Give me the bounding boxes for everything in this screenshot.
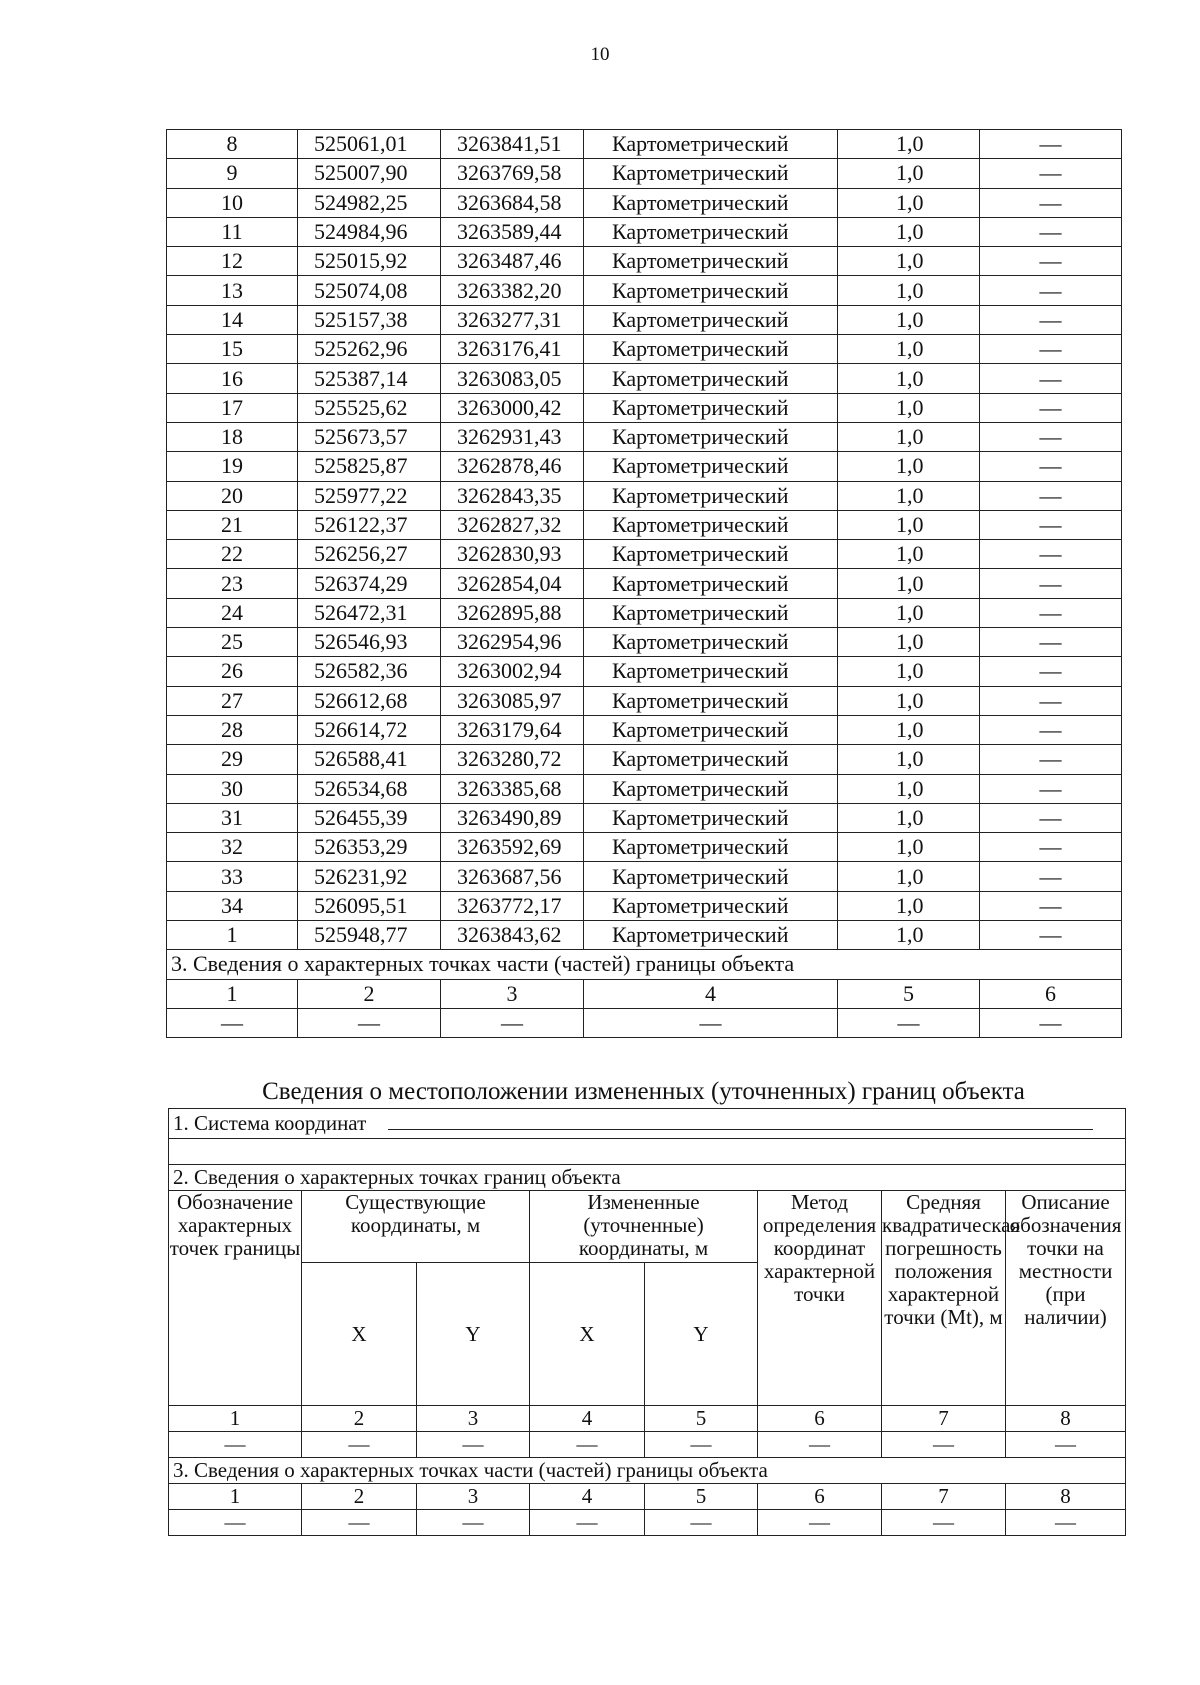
method-cell: Картометрический: [584, 686, 838, 715]
table-row: [167, 540, 1122, 569]
part-section-title: 3. Сведения о характерных точках части (частей) границы объекта: [169, 1458, 1126, 1484]
point-number-cell: 8: [167, 130, 298, 159]
description-cell: —: [980, 510, 1122, 539]
coord-y-cell: 3263083,05: [441, 364, 584, 393]
point-number-cell: 13: [167, 276, 298, 305]
column-number-cell: 1: [167, 979, 298, 1008]
dash-cell: —: [417, 1432, 530, 1458]
error-cell: 1,0: [838, 540, 980, 569]
header-designation: Обозначение характерных точек границы: [169, 1191, 302, 1406]
coord-y-cell: 3263841,51: [441, 130, 584, 159]
point-number-cell: 28: [167, 715, 298, 744]
error-cell: 1,0: [838, 891, 980, 920]
table-row: [167, 628, 1122, 657]
section3-title: 3. Сведения о характерных точках части (частей) границы объекта: [167, 950, 1122, 979]
description-cell: —: [980, 305, 1122, 334]
coord-system-label: 1. Система координат: [173, 1111, 367, 1135]
table-row: [167, 833, 1122, 862]
description-cell: —: [980, 130, 1122, 159]
point-number-cell: 32: [167, 833, 298, 862]
method-cell: Картометрический: [584, 247, 838, 276]
coord-y-cell: 3262878,46: [441, 452, 584, 481]
coord-x-cell: 525015,92: [298, 247, 441, 276]
description-cell: —: [980, 745, 1122, 774]
coord-y-cell: 3263487,46: [441, 247, 584, 276]
dash-cell: —: [169, 1432, 302, 1458]
point-number-cell: 27: [167, 686, 298, 715]
dash-cell: —: [167, 1008, 298, 1037]
dash-cell: —: [645, 1432, 758, 1458]
table-row: [167, 921, 1122, 950]
coord-x-cell: 525977,22: [298, 481, 441, 510]
table-row: [167, 393, 1122, 422]
description-cell: —: [980, 540, 1122, 569]
coord-y-cell: 3263772,17: [441, 891, 584, 920]
coord-y-cell: 3262843,35: [441, 481, 584, 510]
column-number-cell: 4: [530, 1406, 645, 1432]
coord-y-cell: 3263277,31: [441, 305, 584, 334]
coord-x-cell: 526534,68: [298, 774, 441, 803]
table-row: [167, 745, 1122, 774]
header-changed-y: Y: [645, 1263, 758, 1406]
point-number-cell: 26: [167, 657, 298, 686]
description-cell: —: [980, 335, 1122, 364]
part-dash-row: [169, 1510, 1126, 1536]
dash-cell: —: [882, 1432, 1006, 1458]
point-number-cell: 12: [167, 247, 298, 276]
point-number-cell: 34: [167, 891, 298, 920]
column-number-cell: 5: [838, 979, 980, 1008]
coord-y-cell: 3263684,58: [441, 188, 584, 217]
error-cell: 1,0: [838, 862, 980, 891]
column-number-cell: 6: [980, 979, 1122, 1008]
coord-x-cell: 525673,57: [298, 422, 441, 451]
point-number-cell: 1: [167, 921, 298, 950]
description-cell: —: [980, 921, 1122, 950]
error-cell: 1,0: [838, 305, 980, 334]
coord-x-cell: 525387,14: [298, 364, 441, 393]
method-cell: Картометрический: [584, 862, 838, 891]
method-cell: Картометрический: [584, 803, 838, 832]
error-cell: 1,0: [838, 686, 980, 715]
table-row: [167, 774, 1122, 803]
part-numbers-row: [169, 1484, 1126, 1510]
column-number-cell: 6: [758, 1406, 882, 1432]
point-number-cell: 19: [167, 452, 298, 481]
page-number: 10: [590, 44, 610, 65]
point-number-cell: 15: [167, 335, 298, 364]
coord-x-cell: 526256,27: [298, 540, 441, 569]
column-number-cell: 8: [1006, 1484, 1126, 1510]
column-number-cell: 8: [1006, 1406, 1126, 1432]
method-cell: Картометрический: [584, 276, 838, 305]
method-cell: Картометрический: [584, 628, 838, 657]
dash-cell: —: [169, 1510, 302, 1536]
column-number-cell: 5: [645, 1484, 758, 1510]
error-cell: 1,0: [838, 481, 980, 510]
method-cell: Картометрический: [584, 833, 838, 862]
coord-x-cell: 526455,39: [298, 803, 441, 832]
column-number-cell: 1: [169, 1406, 302, 1432]
description-cell: —: [980, 715, 1122, 744]
method-cell: Картометрический: [584, 598, 838, 627]
boundary-points-table: [166, 129, 1122, 1038]
description-cell: —: [980, 247, 1122, 276]
coord-y-cell: 3263687,56: [441, 862, 584, 891]
description-cell: —: [980, 452, 1122, 481]
header-changed-x: X: [530, 1263, 645, 1406]
error-cell: 1,0: [838, 628, 980, 657]
coord-x-cell: 524982,25: [298, 188, 441, 217]
dash-cell: —: [1006, 1432, 1126, 1458]
point-number-cell: 30: [167, 774, 298, 803]
error-cell: 1,0: [838, 569, 980, 598]
coord-x-cell: 525061,01: [298, 130, 441, 159]
description-cell: —: [980, 217, 1122, 246]
coord-y-cell: 3262830,93: [441, 540, 584, 569]
point-number-cell: 18: [167, 422, 298, 451]
error-cell: 1,0: [838, 452, 980, 481]
error-cell: 1,0: [838, 598, 980, 627]
error-cell: 1,0: [838, 921, 980, 950]
method-cell: Картометрический: [584, 715, 838, 744]
coord-y-cell: 3263085,97: [441, 686, 584, 715]
description-cell: —: [980, 393, 1122, 422]
column-number-cell: 7: [882, 1406, 1006, 1432]
point-number-cell: 33: [167, 862, 298, 891]
table-row: [167, 452, 1122, 481]
points-section-title: 2. Сведения о характерных точках границ объекта: [169, 1165, 1126, 1191]
method-cell: Картометрический: [584, 481, 838, 510]
coord-x-cell: 526231,92: [298, 862, 441, 891]
coord-x-cell: 526588,41: [298, 745, 441, 774]
column-number-cell: 2: [298, 979, 441, 1008]
boundary-points-body: [167, 130, 1122, 1038]
coord-y-cell: 3262895,88: [441, 598, 584, 627]
error-cell: 1,0: [838, 364, 980, 393]
coord-system-blank-row: [169, 1139, 1126, 1165]
dash-cell: —: [758, 1510, 882, 1536]
coord-y-cell: 3263002,94: [441, 657, 584, 686]
description-cell: —: [980, 833, 1122, 862]
error-cell: 1,0: [838, 130, 980, 159]
column-number-cell: 4: [530, 1484, 645, 1510]
point-number-cell: 17: [167, 393, 298, 422]
description-cell: —: [980, 686, 1122, 715]
coord-x-cell: 525157,38: [298, 305, 441, 334]
error-cell: 1,0: [838, 833, 980, 862]
table-row: [167, 217, 1122, 246]
point-number-cell: 24: [167, 598, 298, 627]
error-cell: 1,0: [838, 335, 980, 364]
error-cell: 1,0: [838, 422, 980, 451]
coord-y-cell: 3263385,68: [441, 774, 584, 803]
description-cell: —: [980, 628, 1122, 657]
coord-x-cell: 525825,87: [298, 452, 441, 481]
table-row: [167, 891, 1122, 920]
dash-cell: —: [530, 1510, 645, 1536]
description-cell: —: [980, 657, 1122, 686]
method-cell: Картометрический: [584, 540, 838, 569]
point-number-cell: 23: [167, 569, 298, 598]
error-cell: 1,0: [838, 217, 980, 246]
table-row: [167, 276, 1122, 305]
column-number-cell: 7: [882, 1484, 1006, 1510]
description-cell: —: [980, 891, 1122, 920]
coord-y-cell: 3263843,62: [441, 921, 584, 950]
dash-cell: —: [838, 1008, 980, 1037]
section3-title-row: [167, 950, 1122, 979]
table-row: [167, 569, 1122, 598]
dash-cell: —: [1006, 1510, 1126, 1536]
method-cell: Картометрический: [584, 188, 838, 217]
error-cell: 1,0: [838, 803, 980, 832]
coord-x-cell: 525007,90: [298, 159, 441, 188]
column-number-cell: 1: [169, 1484, 302, 1510]
coord-y-cell: 3262827,32: [441, 510, 584, 539]
method-cell: Картометрический: [584, 217, 838, 246]
point-number-cell: 31: [167, 803, 298, 832]
coord-x-cell: 525074,08: [298, 276, 441, 305]
coord-system-row: [169, 1109, 1126, 1139]
table-row: [167, 686, 1122, 715]
header-existing: Существующие координаты, м: [302, 1191, 530, 1263]
coord-x-cell: 526614,72: [298, 715, 441, 744]
point-number-cell: 10: [167, 188, 298, 217]
error-cell: 1,0: [838, 510, 980, 539]
header-error: Средняя квадратическая погрешность положения характерной точки (Mt), м: [882, 1191, 1006, 1406]
point-number-cell: 25: [167, 628, 298, 657]
point-number-cell: 11: [167, 217, 298, 246]
coord-y-cell: 3262954,96: [441, 628, 584, 657]
error-cell: 1,0: [838, 715, 980, 744]
table-row: [167, 130, 1122, 159]
dash-cell: —: [980, 1008, 1122, 1037]
description-cell: —: [980, 276, 1122, 305]
description-cell: —: [980, 862, 1122, 891]
dash-cell: —: [645, 1510, 758, 1536]
dash-cell: —: [298, 1008, 441, 1037]
table-row: [167, 247, 1122, 276]
header-existing-y: Y: [417, 1263, 530, 1406]
table-row: [167, 159, 1122, 188]
coord-x-cell: 524984,96: [298, 217, 441, 246]
coord-y-cell: 3263592,69: [441, 833, 584, 862]
section3-dash-row: [167, 1008, 1122, 1037]
method-cell: Картометрический: [584, 774, 838, 803]
section3-header-row: [167, 979, 1122, 1008]
column-number-cell: 3: [417, 1406, 530, 1432]
method-cell: Картометрический: [584, 130, 838, 159]
method-cell: Картометрический: [584, 305, 838, 334]
coord-x-cell: 526353,29: [298, 833, 441, 862]
coord-x-cell: 525948,77: [298, 921, 441, 950]
method-cell: Картометрический: [584, 335, 838, 364]
error-cell: 1,0: [838, 657, 980, 686]
method-cell: Картометрический: [584, 657, 838, 686]
error-cell: 1,0: [838, 393, 980, 422]
coord-y-cell: 3263769,58: [441, 159, 584, 188]
coord-y-cell: 3263179,64: [441, 715, 584, 744]
description-cell: —: [980, 159, 1122, 188]
coord-x-cell: 525262,96: [298, 335, 441, 364]
table-row: [167, 715, 1122, 744]
table-row: [167, 188, 1122, 217]
table-row: [167, 364, 1122, 393]
coord-y-cell: 3263176,41: [441, 335, 584, 364]
coord-x-cell: 526582,36: [298, 657, 441, 686]
dash-cell: —: [584, 1008, 838, 1037]
coord-x-cell: 526472,31: [298, 598, 441, 627]
coord-y-cell: 3262854,04: [441, 569, 584, 598]
table-row: [167, 422, 1122, 451]
table-row: [167, 305, 1122, 334]
table-row: [167, 510, 1122, 539]
error-cell: 1,0: [838, 159, 980, 188]
coord-y-cell: 3263000,42: [441, 393, 584, 422]
error-cell: 1,0: [838, 188, 980, 217]
coord-x-cell: 526546,93: [298, 628, 441, 657]
column-numbers-row: [169, 1406, 1126, 1432]
point-number-cell: 9: [167, 159, 298, 188]
method-cell: Картометрический: [584, 569, 838, 598]
point-number-cell: 16: [167, 364, 298, 393]
table-row: [167, 657, 1122, 686]
column-number-cell: 5: [645, 1406, 758, 1432]
method-cell: Картометрический: [584, 921, 838, 950]
coord-y-cell: 3263382,20: [441, 276, 584, 305]
coord-x-cell: 526095,51: [298, 891, 441, 920]
coord-x-cell: 525525,62: [298, 393, 441, 422]
column-number-cell: 2: [302, 1406, 417, 1432]
error-cell: 1,0: [838, 276, 980, 305]
description-cell: —: [980, 803, 1122, 832]
column-number-cell: 3: [441, 979, 584, 1008]
table-row: [167, 803, 1122, 832]
description-cell: —: [980, 364, 1122, 393]
description-cell: —: [980, 569, 1122, 598]
point-number-cell: 21: [167, 510, 298, 539]
dash-cell: —: [530, 1432, 645, 1458]
coord-y-cell: 3262931,43: [441, 422, 584, 451]
coord-x-cell: 526374,29: [298, 569, 441, 598]
dash-cell: —: [441, 1008, 584, 1037]
table-row: [167, 598, 1122, 627]
point-number-cell: 22: [167, 540, 298, 569]
description-cell: —: [980, 422, 1122, 451]
coord-y-cell: 3263280,72: [441, 745, 584, 774]
error-cell: 1,0: [838, 774, 980, 803]
coord-system-value-line: [388, 1113, 1093, 1130]
column-number-cell: 4: [584, 979, 838, 1008]
table-row: [167, 335, 1122, 364]
description-cell: —: [980, 188, 1122, 217]
method-cell: Картометрический: [584, 452, 838, 481]
method-cell: Картометрический: [584, 393, 838, 422]
dash-cell: —: [758, 1432, 882, 1458]
description-cell: —: [980, 481, 1122, 510]
description-cell: —: [980, 598, 1122, 627]
header-changed: Измененные (уточненные) координаты, м: [530, 1191, 758, 1263]
error-cell: 1,0: [838, 247, 980, 276]
header-existing-x: X: [302, 1263, 417, 1406]
changed-boundaries-table: [168, 1108, 1126, 1536]
column-number-cell: 2: [302, 1484, 417, 1510]
column-number-cell: 3: [417, 1484, 530, 1510]
points-dash-row: [169, 1432, 1126, 1458]
point-number-cell: 14: [167, 305, 298, 334]
point-number-cell: 20: [167, 481, 298, 510]
header-method: Метод определения координат характерной точки: [758, 1191, 882, 1406]
description-cell: —: [980, 774, 1122, 803]
dash-cell: —: [417, 1510, 530, 1536]
method-cell: Картометрический: [584, 891, 838, 920]
column-number-cell: 6: [758, 1484, 882, 1510]
method-cell: Картометрический: [584, 364, 838, 393]
coord-x-cell: 526612,68: [298, 686, 441, 715]
dash-cell: —: [302, 1432, 417, 1458]
dash-cell: —: [302, 1510, 417, 1536]
method-cell: Картометрический: [584, 159, 838, 188]
method-cell: Картометрический: [584, 422, 838, 451]
method-cell: Картометрический: [584, 510, 838, 539]
table-row: [167, 481, 1122, 510]
coord-y-cell: 3263490,89: [441, 803, 584, 832]
point-number-cell: 29: [167, 745, 298, 774]
table-row: [167, 862, 1122, 891]
dash-cell: —: [882, 1510, 1006, 1536]
header-description: Описание обозначения точки на местности (при наличии): [1006, 1191, 1126, 1406]
changed-boundaries-title: Сведения о местоположении измененных (уточненных) границ объекта: [262, 1078, 1025, 1105]
error-cell: 1,0: [838, 745, 980, 774]
coord-x-cell: 526122,37: [298, 510, 441, 539]
method-cell: Картометрический: [584, 745, 838, 774]
coord-y-cell: 3263589,44: [441, 217, 584, 246]
